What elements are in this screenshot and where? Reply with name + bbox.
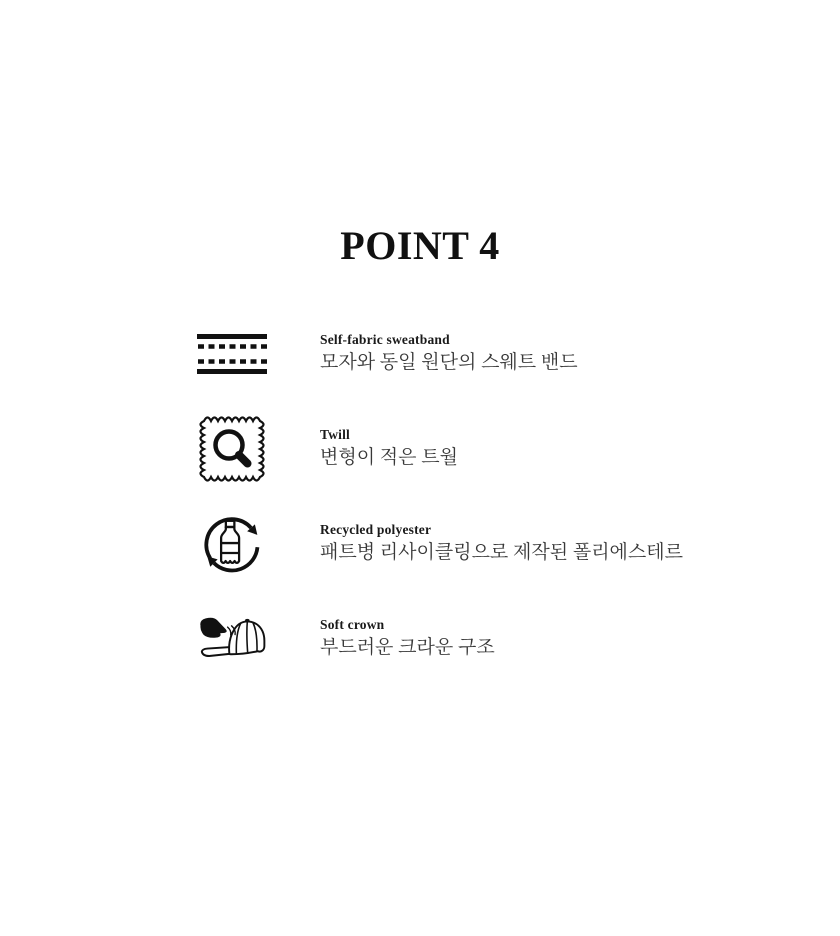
feature-row-twill (197, 401, 683, 496)
recycled-bottle-icon (197, 506, 267, 582)
feature-label: Soft crown (320, 617, 385, 633)
feature-description: 패트병 리사이클링으로 제작된 폴리에스테르 (320, 541, 683, 563)
feature-description: 부드러운 크라운 구조 (320, 636, 495, 658)
page-title: POINT 4 (340, 223, 500, 268)
feature-row-sweatband (197, 306, 683, 401)
feature-text-sweatband (320, 332, 578, 374)
feature-text-recycled (320, 522, 683, 564)
feature-label: Twill (320, 427, 351, 443)
feature-label: Self-fabric sweatband (320, 332, 450, 348)
feature-row-soft-crown (197, 591, 683, 686)
fabric-swatch-magnifier-icon (197, 412, 267, 486)
feature-text-twill (320, 427, 458, 469)
feature-description: 모자와 동일 원단의 스웨트 밴드 (320, 351, 578, 373)
feature-list (197, 306, 683, 686)
feature-row-recycled (197, 496, 683, 591)
sweatband-lines-icon (197, 334, 267, 374)
feature-label: Recycled polyester (320, 522, 432, 538)
feature-text-soft-crown (320, 617, 495, 659)
feature-description: 변형이 적은 트월 (320, 446, 458, 468)
soft-crown-cap-icon (197, 611, 267, 666)
